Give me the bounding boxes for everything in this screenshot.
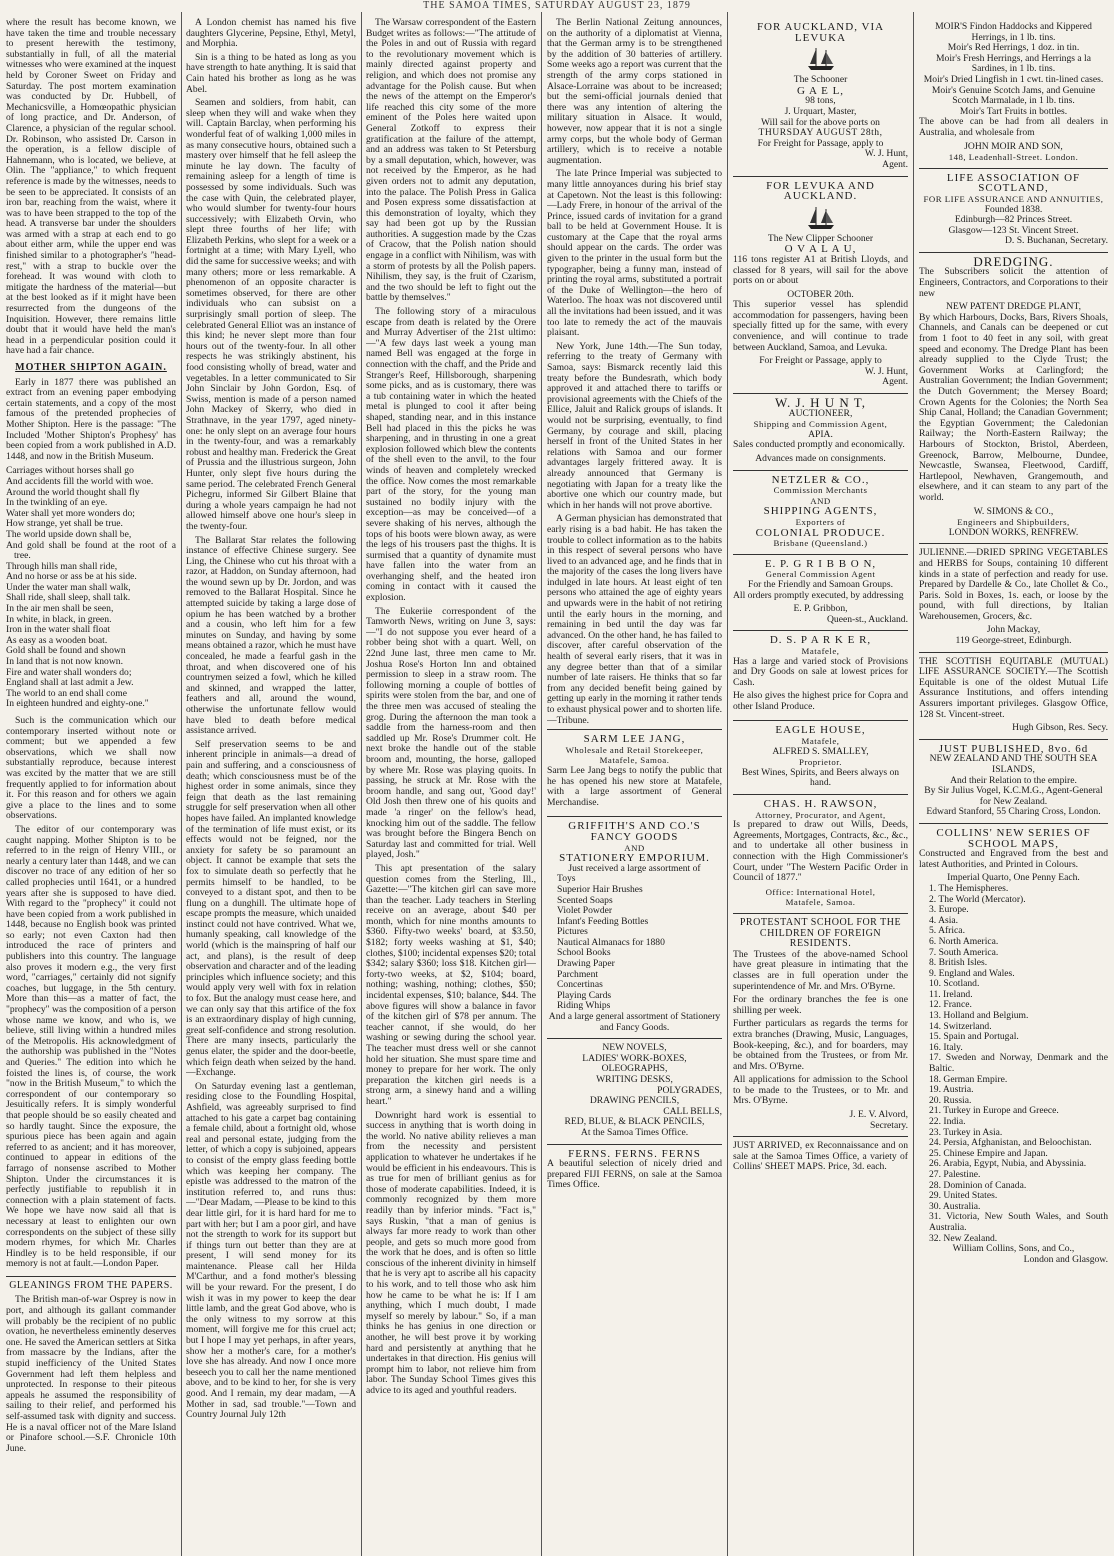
advert-name: W. SIMONS & CO.,: [973, 505, 1054, 517]
running-head: THE SAMOA TIMES, SATURDAY AUGUST 23, 1879: [423, 0, 691, 11]
advert-text: He also gives the highest price for Copra and other Island Produce.: [733, 690, 908, 712]
list-item: Parchment: [557, 968, 599, 980]
section-heading: GLEANINGS FROM THE PAPERS.: [6, 1276, 176, 1292]
advert-collins-maps: [919, 824, 1108, 1270]
list-item: 28. Dominion of Canada.: [929, 1179, 1027, 1191]
advert-subtitle: Commission Merchants: [773, 485, 868, 496]
poem-line: How strange, yet shall be true.: [6, 518, 123, 530]
advert-title: COLLINS' NEW SERIES OF SCHOOL MAPS,: [936, 826, 1091, 850]
advert-hunt: [733, 394, 908, 471]
advert-text: Sarm Lee Jang begs to notify the public that he has opened his new store at Matafele, with a large assortment of General Merchandise.: [547, 764, 722, 808]
advert-line: Moir's Dried Lingfish in 1 cwt. tin-lined cases.: [923, 73, 1104, 85]
signature-role: Secretary.: [870, 1119, 908, 1131]
agent-role: Agent.: [882, 158, 908, 170]
article-heading: MOTHER SHIPTON AGAIN.: [15, 362, 167, 373]
advert-griffith: [547, 817, 722, 1039]
advert-title: NETZLER & CO.,: [771, 473, 870, 486]
advert-head: NEW ZEALAND AND THE SOUTH SEA ISLANDS,: [929, 753, 1098, 775]
advert-title: JUST PUBLISHED, 8vo. 6d: [938, 742, 1089, 755]
advert-title: GRIFFITH'S AND CO.'S FANCY GOODS: [568, 820, 701, 843]
advert-address: 119 George-street, Edinburgh.: [955, 635, 1072, 647]
advert-eagle-house: [733, 721, 908, 795]
list-item: 30. Australia.: [929, 1200, 981, 1212]
advert-title: CHAS. H. RAWSON,: [763, 798, 878, 811]
advert-auckland: [733, 18, 908, 177]
poem-line: Water shall yet more wonders do;: [6, 507, 135, 519]
advert-text: Has a large and varied stock of Provisions and Dry Goods on sale at lowest prices for Cash.: [733, 655, 908, 688]
poem-line: In the twinkling of an eye.: [6, 497, 108, 509]
advert-text: The Trustees of the above-named School have great pleasure in intimating that the classes are in full operation under the superintendence of Mr. and Mrs. O'Byrne.: [733, 948, 908, 992]
list-item: 17. Sweden and Norway, Denmark and the Baltic.: [929, 1052, 1108, 1075]
list-item: 4. Asia.: [929, 914, 959, 926]
sailing-date: THURSDAY AUGUST 28th,: [758, 127, 883, 139]
poem-line: Through hills man shall ride,: [6, 560, 118, 572]
advert-netzler: [733, 471, 908, 555]
advert-line: MOIR'S Findon Haddocks and Kippered Herrings, in 1 lb. tins.: [935, 21, 1092, 43]
advert-and: AND: [624, 842, 645, 853]
poem-line: And accidents fill the world with woe.: [6, 475, 154, 487]
article-text: Early in 1877 there was published an extract from an evening paper embodying certain statements, and a copy of the most famous of the pretended prophecies of Mother Shipton. Here is the passage: "The Included 'Mother Shipton's Prophesy' has been copied from a work published in A.D. 1448, and now in the British Museum.: [6, 376, 176, 462]
advert-title: SARM LEE JANG,: [583, 733, 686, 746]
advert-just-published: [919, 740, 1108, 824]
poem-line: In land that is not now known.: [6, 656, 123, 668]
column-rule: [727, 12, 728, 1556]
list-item: Playing Cards: [557, 989, 612, 1001]
column-3: [366, 18, 536, 1553]
advert-text: This superior vessel has splendid accommodation for passengers, having been specially fitted up for the same, with every convenience, and will continue to trade between Auckland, Samoa, and Levuka.: [733, 299, 908, 353]
article-text: The editor of our contemporary was caught napping. Mother Shipton is to be referred to in the reign of Henry VIII., or nearly a century later than 1448, and we can discover no trace of any edition of her so called prophecies until 1641, or a hundred years after she is supposed to have died. With regard to the "prophecy" it could not have been copied from a work published in 1448, because no English book was printed so early; not even Caxton had then introduced the race of printers and publishers into this country. The language also proves it modern e.g., the very first word, "carriages," certainly did not signify coaches, but luggage, in the 5th century. More than this—as a matter of fact, the "prophecy" was the composition of a person whose name we know, and who is, we believe, still living within a hundred miles of the Metropolis. His acknowledgment of the authorship was published in the "Notes and Queries." The edition into which he foisted the lines is, of course, the work "now in the British Museum," to which the correspondent of our contemporary so Jesuitically refers. It is simply wonderful that people should be so easily cheated and so hardly taught. Since the exposure, the spurious piece has been again and again referred to as ancient; and it has moreover, continued to appear in editions of the farrago of nonsense ascribed to Mother Shipton. Under the circumstances it is perfectly justifiable to republish it in connection with a plain statement of facts. We hope we have now said all that is necessary at least to enlighten our own correspondents on the subject of these silly modern rhymes, for which Mr. Charles Hindley is to be held responsible, if our memory is not at fault.—London Paper.: [6, 823, 176, 1270]
advert-line: OLEOGRAPHS,: [601, 1063, 668, 1075]
agent-role: Agent.: [882, 376, 908, 388]
advert-subtitle: Exporters of: [795, 516, 846, 527]
list-item: 23. Turkey in Asia.: [929, 1126, 1003, 1138]
poem-line: Gold shall be found and shown: [6, 645, 126, 657]
advert-subtitle: General Commission Agent: [765, 569, 876, 580]
advert-place: APIA.: [808, 428, 833, 440]
list-item: Drawing Paper: [557, 958, 615, 970]
advert-title: LIFE ASSOCIATION OF SCOTLAND,: [946, 171, 1081, 195]
advert-text: Sales conducted promptly and economically.: [733, 439, 905, 451]
advert-title: EAGLE HOUSE,: [775, 724, 866, 737]
list-item: 29. United States.: [929, 1190, 998, 1202]
list-item: 21. Turkey in Europe and Greece.: [929, 1105, 1059, 1117]
advert-title: COLONIAL PRODUCE.: [755, 526, 886, 539]
agent-name: W. J. Hunt,: [864, 148, 908, 160]
list-item: Toys: [557, 873, 576, 885]
advert-place: Matafele, Samoa.: [599, 755, 670, 766]
list-item: 20. Russia.: [929, 1094, 972, 1106]
list-item: 7. South America.: [929, 946, 999, 958]
advert-line: DRAWING PENCILS,: [589, 1095, 680, 1107]
signature: J. E. V. Alvord,: [849, 1109, 908, 1121]
advert-address: Edinburgh—82 Princes Street.: [954, 214, 1073, 226]
advert-just-arrived: [733, 1137, 908, 1181]
advert-office: Office: International Hotel,: [765, 886, 876, 897]
article-text: Such is the communication which our contemporary inserted without note or comment; but we appended a few observations, which we shall now substantially reproduce, because interest was excited by the matter that we are still frequently applied to for information about it. For this reason and for others we again give a place to the lines and to some observations.: [6, 715, 176, 822]
column-1: [6, 18, 176, 1553]
advert-scottish-equitable: [919, 653, 1108, 740]
advert-text: Constructed and Engraved from the best and latest Authorities, and Printed in Colours.: [919, 848, 1108, 870]
advert-title: PROTESTANT SCHOOL FOR THE CHILDREN OF FOREIGN RESIDENTS.: [739, 916, 902, 950]
list-item: 32. New Zealand.: [929, 1232, 998, 1244]
poem-line: And no horse or ass be at his side.: [6, 571, 137, 583]
list-item: Nautical Almanacs for 1880: [557, 936, 665, 948]
advert-text: All applications for admission to the School to be made to the Trustees, or to Mr. and Mrs. O'Byrne.: [733, 1074, 908, 1107]
column-rule: [361, 12, 362, 1556]
list-item: Concertinas: [557, 979, 603, 991]
advert-line: Moir's Genuine Scotch Jams, and Genuine Scotch Marmalade, in 1 lb. tins.: [931, 84, 1096, 107]
advert-title: FERNS. FERNS. FERNS: [568, 1147, 701, 1160]
article-text: The Warsaw correspondent of the Eastern Budget writes as follows:—"The attitude of the Poles in and out of Russia with regard to the revolutionary movement which is mainly directed against property and religion, and which does not promise any advantage for the Polish cause. But when the news of the attempt on the Emperor's life reached this city some of the more eminent of the Poles here waited upon General Zotkoff to express their gratification at the failure of the attempt, and an address was taken to St Petersburg by a small deputation, which, however, was not received by the Emperor, as he had given orders not to admit any deputation, into the palace. The Polish Press in Galica and Posen express some dissatisfaction at this demonstration of loyalty, which they say had been got up by the Russian authorities. A suggestion made by the Czas of Cracow, that the Polish nation should engage in a conflict with Nihilism, was with a storm of protests by all the Polish papers. Nihilism, they say, is the fruit of Czarism, and the two should be left to fight out the battle by themselves.": [366, 18, 536, 304]
list-item: 16. Italy.: [929, 1041, 963, 1053]
list-item: School Books: [557, 947, 611, 959]
list-item: Riding Whips: [557, 1000, 611, 1012]
advert-text: Further particulars as regards the terms for extra branches (Drawing, Music, Languages, Book-keeping, &c.), and for boarders, may be obtained from the Trustees, or from Mr. and Mrs. O'Byrne.: [733, 1018, 908, 1072]
advert-title: DREDGING.: [973, 253, 1054, 269]
list-item: Pictures: [557, 926, 588, 938]
advert-line: LADIES' WORK-BOXES,: [582, 1052, 687, 1064]
ship-name: O V A L A U,: [784, 243, 857, 256]
advert-text: For the Friendly and Samoan Groups.: [748, 578, 893, 590]
advert-title: D. S. P A R K E R,: [769, 634, 872, 647]
signature: D. S. Buchanan, Secretary.: [1004, 235, 1108, 247]
advert-life-association: [919, 169, 1108, 253]
advert-ferns: [547, 1145, 722, 1199]
advert-text: Just received a large assortment of: [568, 862, 701, 874]
column-rule: [913, 12, 914, 1556]
advert-title: STATIONERY EMPORIUM.: [559, 852, 710, 865]
advert-line: Moir's Tart Fruits in bottles.: [959, 105, 1068, 117]
list-item: 5. Africa.: [929, 925, 965, 937]
ship-icon: [804, 45, 838, 73]
advert-title: E. P. G R I B B O N,: [764, 557, 877, 570]
advert-text: 98 tons,: [805, 95, 836, 107]
advert-school: [733, 914, 908, 1137]
advert-text: Advances made on consignments.: [755, 453, 886, 464]
poem-line: Shall ride, shall sleep, shall talk.: [6, 592, 131, 604]
advert-novels: [547, 1039, 722, 1144]
advert-text: J. Urquart, Master,: [784, 105, 857, 117]
advert-name: ALFRED S. SMALLEY,: [772, 745, 869, 757]
advert-moir: [919, 18, 1108, 169]
advert-text: JULIENNE.—DRIED SPRING VEGETABLES and HERBS for Soups, containing 10 different kinds in a state of perfection and ready for use. Prepared by Dardelle & Co., late Chollet & Co., Paris. Sold in Boxes, 1s. each, or loose by the pound, with full directions, by Italian Warehousemen, Grocers, &c.: [919, 547, 1108, 622]
poem-line: In the air men shall be seen,: [6, 603, 114, 615]
advert-title: W. J. H U N T,: [774, 395, 867, 411]
list-item: 25. Chinese Empire and Japan.: [929, 1147, 1048, 1159]
advert-line: NEW NOVELS,: [602, 1042, 667, 1054]
advert-name: E. P. Gribbon,: [793, 603, 848, 615]
poem-line: England shall at last admit a Jew.: [6, 677, 134, 689]
list-item: 13. Holland and Belgium.: [929, 1010, 1029, 1022]
list-item: Infant's Feeding Bottles: [557, 915, 649, 927]
agent-name: W. J. Hunt,: [864, 365, 908, 377]
ship-name: G A E L,: [796, 84, 845, 97]
poem-line: The world to an end shall come: [6, 687, 127, 699]
advert-subtitle: Shipping and Commission Agent,: [753, 419, 888, 430]
advert-text: For Freight for Passage, apply to: [757, 137, 884, 149]
signature: William Collins, Sons, and Co.,: [952, 1243, 1075, 1255]
advert-line: CALL BELLS,: [663, 1105, 722, 1117]
list-item: 26. Arabia, Egypt, Nubia, and Abyssinia.: [929, 1158, 1087, 1170]
advert-subtitle: Attorney, Procurator, and Agent,: [755, 809, 886, 820]
advert-place: Brisbane (Queensland.): [773, 538, 868, 549]
column-4: [547, 18, 722, 1553]
advert-place: Matafele, Samoa.: [785, 897, 856, 908]
article-text: On Saturday evening last a gentleman, residing close to the Foundling Hospital, Ashfield, was agreeably surprised to find attached to his gate a carpet bag containing a female child, about a fortnight old, whose real and personal estate, judging from the letter, of which a copy is subjoined, appears to consist of the empty glass feeding bottle which was keeping her company. The epistle was addressed to the matron of the institution referred to, and runs thus:—"Dear Madam, —Please to be kind to this dear little girl, for it is hard hard for me to part with her; but I am a poor girl, and have not the strength to work for its support but if things turn out better than they are at present, I will send money for its maintenance. Please call her Hilda M'Carthur, and a fond mother's blessing will be your reward. For the present, I do wish it was in my power to keep the dear little lamb, and the great God above, who is the only witness to my sorrow at this moment, will forgive me for this cruel act; but I hope I may yet perhaps, in after years, show her a mother's care, for a mother's love she has already. And now I once more beseech you to call her the name mentioned above, and to be kind to her, for she is very good. And I remain, my dear madam, —A Mother in sad, sad trouble."—Town and Country Journal July 12th: [186, 1080, 356, 1421]
advert-text: For the ordinary branches the fee is one shilling per week.: [733, 994, 908, 1016]
advert-parker: [733, 631, 908, 721]
article-text: Seamen and soldiers, from habit, can sleep when they will and wake when they will. Captain Barclay, when performing his wonderful feat of of walking 1,000 miles in as many consecutive hours, obtained such a mastery over himself that he fell asleep the minute he lay down. The faculty of remaining asleep for a length of time is possessed by some individuals. Such was the case with Quin, the celebrated player, who would slumber for twenty-four hours successively; with Elizabeth Orvin, who slept three fourths of her life; with Elizabeth Perkins, who slept for a week or a fortnight at a time; with Mary Lyell, who did the same for successive weeks; and with many others; more or less remarkable. A phenomenon of an opposite character is sometimes observed, for there are other individuals who can subsist on a surprisingly small portion of sleep. The celebrated General Elliot was an instance of this kind; he never slept more than four hours out of the twenty-four. In all other respects he was strikingly abstinent, his food consisting wholly of bread, water and vegetables. In a letter communicated to Sir John Sinclair by John Gordon, Esq. of Swiss, mention is made of a person named John Mackey of Skerry, who died in Strathnave, in the year 1797, aged ninety-one: he only slept on an average four hours in the twenty-four, and was a remarkably robust and healthy man. Frederick the Great of Prussia and the illustrious surgeon, John Hunter, only slept five hours during the same period. The celebrated French General Pichegru, informed Sir Gilbert Blaine that during a whole years campaign he had not allowed himself above one hour's sleep in the twenty-four.: [186, 97, 356, 532]
list-item: Superior Hair Brushes: [557, 883, 643, 895]
advert-line: Moir's Red Herrings, 1 doz. in tin.: [947, 42, 1080, 54]
list-item: 19. Austria.: [929, 1084, 974, 1096]
column-6: [919, 18, 1108, 1553]
list-item: 8. British Isles.: [929, 957, 988, 969]
article-text: A London chemist has named his five daughters Glycerine, Pepsine, Ethyl, Metyl, and Morphia.: [186, 18, 356, 50]
signature: Hugh Gibson, Res. Secy.: [1012, 722, 1108, 734]
advert-name: John Mackay,: [986, 624, 1041, 636]
advert-place: Matafele,: [801, 645, 840, 656]
advert-address: LONDON WORKS, RENFREW.: [948, 526, 1079, 538]
article-text: This apt presentation of the salary question comes from the Sterling, Ill., Gazette:—"The kitchen girl can save more than the teacher. Lady teachers in Sterling receive on an average, about $40 per month, which for nine months amounts to $360. Fifty-two weeks' board, at $3.50, $182; forty weeks washing at $1, $40; clothes, $100; incidental expenses $20; total $342; salary $360; loss $18. Kitchen girl—forty-two weeks, at $2, $104; board, nothing; washing, nothing; clothes, $50; incidental expenses, $10; balance, $44. The above figures will show a balance in favor of the kitchen girl of $78 per annum. The teacher cannot, if she would, do her washing or sewing during the school year. The teacher must dress well or she cannot hold her situation. She must spare time and money to prepare for her work. The only preparation the kitchen girl needs is a strong arm, a sinewy hand and a willing heart.": [366, 862, 536, 1107]
article-text: where the result has become known, we have taken the time and trouble necessary to present herewith the testimony, substantially in full, of all the material witnesses who were examined at the inquest held by Coroner Sweet on Friday and Saturday. The post mortem examination was conducted by Dr. Hubbell, of Mechanicsville, a Homœopathic physician of long practice, and Dr. Anderson, of Clarence, a physician of the regular school. Dr. Robinson, who assisted Dr. Carson in the operation, is a fellow disciple of Hahnemann, who is located, we believe, at Olin. The "appliance," to which frequent reference is made by the witnesses, needs to be seen to be appreciated. It consists of an iron bar, reaching from the waist, where it was to have been strapped to the top of the head. A transverse bar under the shoulders was armed with a strap at each end to go about either arm, while the upper end was finished similar to a photographer's "head-rest," with a strap to buckle over the forehead. It was wound with cloth to mitigate the hardness of the material—but at the best looked as if it might have been resurrected from the dungeons of the Inquisition. However, there remains little doubt that it would have held the man's head in a perpendicular position could it have had a fair chance.: [6, 18, 176, 357]
advert-dredging: [919, 253, 1108, 544]
list-item: 31. Victoria, New South Wales, and South Australia.: [929, 1211, 1108, 1233]
advert-subtitle: Wholesale and Retail Storekeeper,: [565, 744, 704, 755]
list-item: 10. Scotland.: [929, 978, 980, 990]
advert-line: WRITING DESKS,: [596, 1074, 673, 1085]
advert-footer: At the Samoa Times Office.: [580, 1126, 689, 1138]
list-item: 14. Switzerland.: [929, 1020, 992, 1032]
advert-text: THE SCOTTISH EQUITABLE (MUTUAL) LIFE ASSURANCE SOCIETY.—The Scottish Equitable is one of the oldest Mutual Life Assurance Institutions, and offers intending Assurers important privileges. Glasgow Office, 128 St. Vincent-street.: [919, 655, 1108, 720]
advert-text: By which Harbours, Docks, Bars, Rivers Shoals, Channels, and Canals can be deepened or cut from 1 foot to 40 feet in any soil, with great speed and economy. The Dredge Plant has been already supplied to the Clyde Trust; the Government Works at Carlingford; the Australian Government; the Indian Government; the Dutch Government; the Mersey Board; Crown Agents for the Colonies; the North Sea Ship Canal, Holland; the Canadian Government; the Egyptian Government; the Caledonian Railway; the North-Eastern Railway; the Harbours of Stockton, Bristol, Aberdeen, Greenock, Barrow, Melbourne, Dundee, Newcastle, Swansea, Fleetwood, Cardiff, Hartlepool, Newhaven, Grangemouth, and elsewhere, and it can steam to any part of the world.: [919, 311, 1108, 503]
list-item: 27. Palestine.: [929, 1168, 981, 1180]
advert-address: Glasgow—123 St. Vincent Street.: [948, 224, 1079, 236]
list-item: 9. England and Wales.: [929, 967, 1015, 979]
poem-line: And gold shall be found at the root of a tree.: [6, 539, 176, 562]
poem-line: Around the world thought shall fly: [6, 486, 140, 498]
advert-gribbon: [733, 555, 908, 632]
advert-title: FOR LEVUKA AND AUCKLAND.: [766, 179, 875, 203]
article-text: Downright hard work is essential to success in anything that is worth doing in the world. No native ability relieves a man from the necessity and persistent application to whatever he undertakes if he would be efficient in his endeavours. This is as true for men of brilliant genius as for those of moderate capabilities. Indeed, it is commonly recognized by them more readily than by inferior minds. "Fact is," says Ruskin, "that a man of genius is always far more ready to work than other people, and gets so much more good from the work that he does, and is often so little conscious of the inherent divinity in himself that he is very apt to ascribe all his capacity to his work, and to tell those who ask him how he came to be what he is: If I am anything, which I much doubt, I made myself so merely by labour." So, if a man thinks he has genius in one direction or another, he will best prove it by working hard and persistently at anything that he undertakes in that direction. His genius will prompt him to labor, not relieve him from labor. The Sunday School Times gives this advice to its aged and youthful readers.: [366, 1109, 536, 1396]
map-list: [919, 884, 1108, 1244]
advert-address: 148, Leadenhall-Street. London.: [948, 152, 1079, 163]
advert-sarm-lee-jang: [547, 729, 722, 817]
advert-text: The above can be had from all dealers in Australia, and wholesale from: [919, 116, 1108, 138]
advert-text: Is prepared to draw out Wills, Deeds, Agreements, Mortgages, Contracts, &c., &c., and to undertake all other business in connection with the High Commissioner's Court, under "The Western Pacific Order in Council of 1877.": [733, 819, 908, 884]
advert-text: The Subscribers solicit the attention of Engineers, Contractors, and Corporations to their new: [919, 266, 1108, 299]
advert-text: JUST ARRIVED, ex Reconnaissance and on sale at the Samoa Times Office, a variety of Collins' SHEET MAPS. Price, 3d. each.: [733, 1140, 908, 1173]
poem-line: Fire and water shall wonders do;: [6, 666, 132, 678]
advert-text: For Freight or Passage, apply to: [759, 355, 882, 367]
poem: [6, 466, 176, 710]
article-text: New York, June 14th.—The Sun today, referring to the treaty of Germany with Samoa, says: Bismarck recently laid this treaty before the Bundesrath, which body approved it and attached there to tariffs or provisional agreements with the Chiefs of the Ellice, Jaluit and Ralick groups of islands. It would not be surprising, eventually, to find Germany, by courage and skill, placing herself in front of the United States in her relations with Samoa and our former advantages largely frittered away. It is already announced that Germany is negotiating with Japan for a treaty like the abortive one which our country made, but which in her hands will not prove abortive.: [547, 340, 722, 511]
advert-text: Best Wines, Spirits, and Beers always on hand.: [741, 766, 900, 789]
article-text: The British man-of-war Osprey is now in port, and although its gallant commander will probably be the recipient of no public ovation, he nevertheless eminently deserves one. He saved the American settlers at Sitka from massacre by the Indians, after the stupid inefficiency of the United States Government had left them helpless and unprotected. In response to their piteous appeals he assumed the responsibility of sailing to their relief, and performed his self-assumed task with dignity and success. He is a naval officer not of the Mare Island or Pinafore school.—S.F. Chronicle 10th June.: [6, 1294, 176, 1454]
advert-levuka: [733, 177, 908, 395]
advert-publisher: Edward Stanford, 55 Charing Cross, London.: [926, 806, 1101, 818]
advert-name: JOHN MOIR AND SON,: [964, 140, 1063, 152]
newspaper-page: [0, 12, 1114, 1556]
advert-founded: Founded 1838.: [984, 203, 1043, 215]
advert-line: Moir's Fresh Herrings, and Herrings a la Sardines, in 1 lb. tins.: [936, 52, 1091, 75]
sailing-date: OCTOBER 20th.: [787, 288, 854, 300]
list-item: 11. Ireland.: [929, 988, 973, 1000]
advert-text: Will sail for the above ports on: [761, 116, 880, 128]
list-item: 3. Europe.: [929, 904, 969, 916]
advert-items: [547, 874, 722, 1012]
advert-role: Proprietor.: [799, 757, 842, 768]
advert-text: And a large general assortment of Stationery and Fancy Goods.: [548, 1011, 721, 1033]
poem-line: Carriages without horses shall go: [6, 465, 134, 477]
advert-place: Matafele,: [801, 736, 840, 747]
list-item: 15. Spain and Portugal.: [929, 1031, 1019, 1043]
article-text: The Ballarat Star relates the following instance of effective Chinese surgery. See Ling, the Chinese who cut his throat with a razor, at Haddon, on Sunday afternoon, had the wound sewn up by Dr. Jordon, and was removed to the Ballarat Hospital. Since he attempted suicide by taking a large dose of opium he has been watched by a brother and a cousin, who left him for a few minutes on Sunday, and having by some means obtained a razor, which he must have concealed, he made a fearful gash in the throat, and when discovered one of his countrymen seized a fowl, which he killed and skinned, and wrapped the latter, feathers and all, around the wound, otherwise the unfortunate fellow would have bled to death before medical assistance arrived.: [186, 534, 356, 737]
column-rule: [541, 12, 542, 1556]
list-item: 24. Persia, Afghanistan, and Beloochistan.: [929, 1137, 1092, 1149]
advert-title: SHIPPING AGENTS,: [763, 505, 878, 518]
advert-head: Imperial Quarto, One Penny Each.: [947, 872, 1080, 884]
list-item: Violet Powder: [557, 905, 613, 917]
advert-text: 116 tons register A1 at British Lloyds, and classed for 8 years, will sail for the above ports on or about: [733, 253, 908, 287]
poem-line: As easy as a wooden boat.: [6, 634, 108, 646]
column-5: [733, 18, 908, 1553]
article-text: The Berlin National Zeitung announces, on the authority of a diplomatist at Vienna, that the German army is to be strengthened by the addition of 30 batteries of artillery. Some weeks ago a report was current that the strength of the army corps stationed in Alsace-Lorraine was about to be increased; but the semi-official journals denied that there was any intention of altering the military situation in Alsace. It would, however, now appear that it is not a single army corps, but the whole body of German artillery, which is to receive a notable augmentation.: [547, 18, 722, 166]
list-item: 12. France.: [929, 999, 972, 1011]
ship-icon: [804, 204, 838, 232]
poem-line: In eighteen hundred and eighty-one.": [6, 698, 149, 710]
advert-head: NEW PATENT DREDGE PLANT,: [945, 301, 1082, 313]
poem-line: In white, in black, in green.: [6, 613, 112, 625]
poem-line: Under the water man shall walk,: [6, 581, 131, 593]
advert-title: FOR AUCKLAND, VIA LEVUKA: [756, 21, 885, 44]
article-text: Sin is a thing to be hated as long as you have strength to hate anything. It is said that Cain hated his brother as long as he was Abel.: [186, 51, 356, 95]
list-item: 22. India.: [929, 1116, 966, 1127]
column-rule: [181, 12, 182, 1556]
article-text: The following story of a miraculous escape from death is related by the Orere and Murray Advertiser of the 21st ultimo:—"A few days last week a young man named Bell was engaged at the forge in connection with the chaff, and the Pride and Stranger's Reef, Hillsborough, sharpening some picks, and as is customary, there was a tub containing water in which the heated metal is plunged to cool it after being shaped, standing near, and in this instance Bell had placed in this the picks he was sharpening, and in thrusting in one a great explosion followed which blew the contents of the shell even to the anvil, to the four winds of heaven and completely wrecked the office. Now comes the most remarkable part of the story, for the young man sustained no bodily injury with the exception—as may be conceived—of a severe shaking of his nerves, although the tops of his boots were blown away, as were the legs of his trousers past the thighs. It is surmised that a quantity of dynamite must have fallen into the water from an overhanging shelf, and the heated iron coming in contact with it caused the explosion.: [366, 306, 536, 604]
advert-and: AND: [810, 495, 831, 506]
advert-role: AUCTIONEER,: [788, 407, 853, 419]
signature: London and Glasgow.: [1023, 1253, 1108, 1265]
advert-subtitle: FOR LIFE ASSURANCE AND ANNUITIES,: [923, 193, 1104, 204]
list-item: 2. The World (Mercator).: [929, 893, 1026, 905]
advert-line: RED, BLUE, & BLACK PENCILS,: [564, 1116, 705, 1128]
article-text: The Eukeriie correspondent of the Tamworth News, writing on June 3, says:—"I do not suppose you ever heard of a robber being shot with a quart. Well, on 22nd June last, three men came to Mr. Joshua Rose's Horton Inn and obtained permission to sleep in a straw room. The following morning a couple of bottles of spirits were stolen from the bar, and one of the three men was accused of stealing the grog. During the afternoon the man took a saddle from the harness-room and then saddled up Mr. Rose's Drummer colt. He next broke the handle out of the stable broom and, mounting, the horse, galloped by where Mr. Rose was playing quoits. In passing, he struck at Mr. Rose with the broom handle, and sang out, 'Good day!' Old Josh then threw one of his quoits and made 'a ringer' on the fellow's head, knocking him out of the saddle. The fellow was brought before the Bingera Bench on Saturday last and committed for trial. Well played, Josh.": [366, 605, 536, 861]
article-text: Self preservation seems to be and inherent principle in animals—a dread of pain and suffering, and a consciousness of death; which consciousness must be of the highest order in some animals, since they feign that death as the last remaining struggle for self preservation when all other hopes have failed. An implanted knowledge of the termination of life must exist, or its effects would not be feigned, nor the anxiety for safety be so paramount an object. It cannot be example that sets the fox to simulate death so perfectly that he permits himself to be handled, to be conveyed to a distant spot, and then to be flung on a dunghill. The ultimate hope of escape prompts the measure, which unaided instinct could not have contrived. What we, humanly speaking, call knowledge of the world (which is the mainspring of half our act, and plans), is the result of deep observation and character and of the leading principles which influence society; and this would apply very well with fox in relation to fox. But the analogy must cease here, and we can only say that this artifice of the fox is an extraordinary display of high cunning, great self-confidence and strong resolution. There are many insects, particularly the genus elater, the spider and the door-beetle, which feign death when seized by the hand.—Exchange.: [186, 738, 356, 1079]
advert-text: A beautiful selection of nicely dried and prepared FIJI FERNS, on sale at the Samoa Times Office.: [547, 1158, 722, 1191]
advert-rawson: [733, 795, 908, 914]
advert-text: All orders promptly executed, by addressing: [733, 589, 904, 601]
article-text: The late Prince Imperial was subjected to many little annoyances during his brief stay at Capetown. Not the least is this following:—Lady Frere, in honour of the arrival of the Prince, issued cards of invitation for a grand ball to be held at Government House. It is customary at the Cape that the royal arms should appear on the cards. The order was given to the printer in the usual form but the typographer, being a funny man, instead of printing the royal arms, substituted a portrait of the Duke of Wellington—the hero of Waterloo. The hoax was not discovered until all the invitations had been issued, and it was too late to remedy the act of the mauvais plaisant.: [547, 168, 722, 339]
advert-line: POLYGRADES,: [657, 1084, 722, 1096]
advert-role: Engineers and Shipbuilders,: [957, 517, 1070, 528]
poem-line: The world upside down shall be,: [6, 528, 132, 540]
article-text: A German physician has demonstrated that early rising is a bad habit. He has taken the trouble to collect information as to the habits in this respect of several persons who have lived to an advanced age, and he finds that in the majority of the cases the long livers have indulged in late hours. At least eight of ten persons who attained the age of eighty years and upwards were in the habit of not retiring until the early hours in the morning, and remaining in bed until the day was far advanced. On the other hand, he has failed to discover, after careful observation of the health of several early risers, that it was in any degree better than that of a similar number of late raisers. He thinks that so far from any decided benefit being gained by getting up early in the morning it rather tends to exhaust physical power and to shorten life.—Tribune.: [547, 513, 722, 726]
list-item: 6. North America.: [929, 935, 999, 947]
advert-address: Queen-st., Auckland.: [827, 613, 908, 625]
list-item: 1. The Hemispheres.: [929, 882, 1009, 894]
advert-text: The Schooner: [793, 74, 848, 86]
advert-julienne: [919, 544, 1108, 652]
advert-text: The New Clipper Schooner: [767, 232, 874, 244]
list-item: Scented Soaps: [557, 894, 613, 906]
poem-line: Iron in the water shall float: [6, 624, 111, 636]
advert-author: By Sir Julius Vogel, K.C.M.G., Agent-General for New Zealand.: [924, 785, 1103, 807]
list-item: 18. German Empire.: [929, 1073, 1008, 1085]
advert-text: And their Relation to the empire.: [950, 774, 1077, 786]
column-2: [186, 18, 356, 1553]
